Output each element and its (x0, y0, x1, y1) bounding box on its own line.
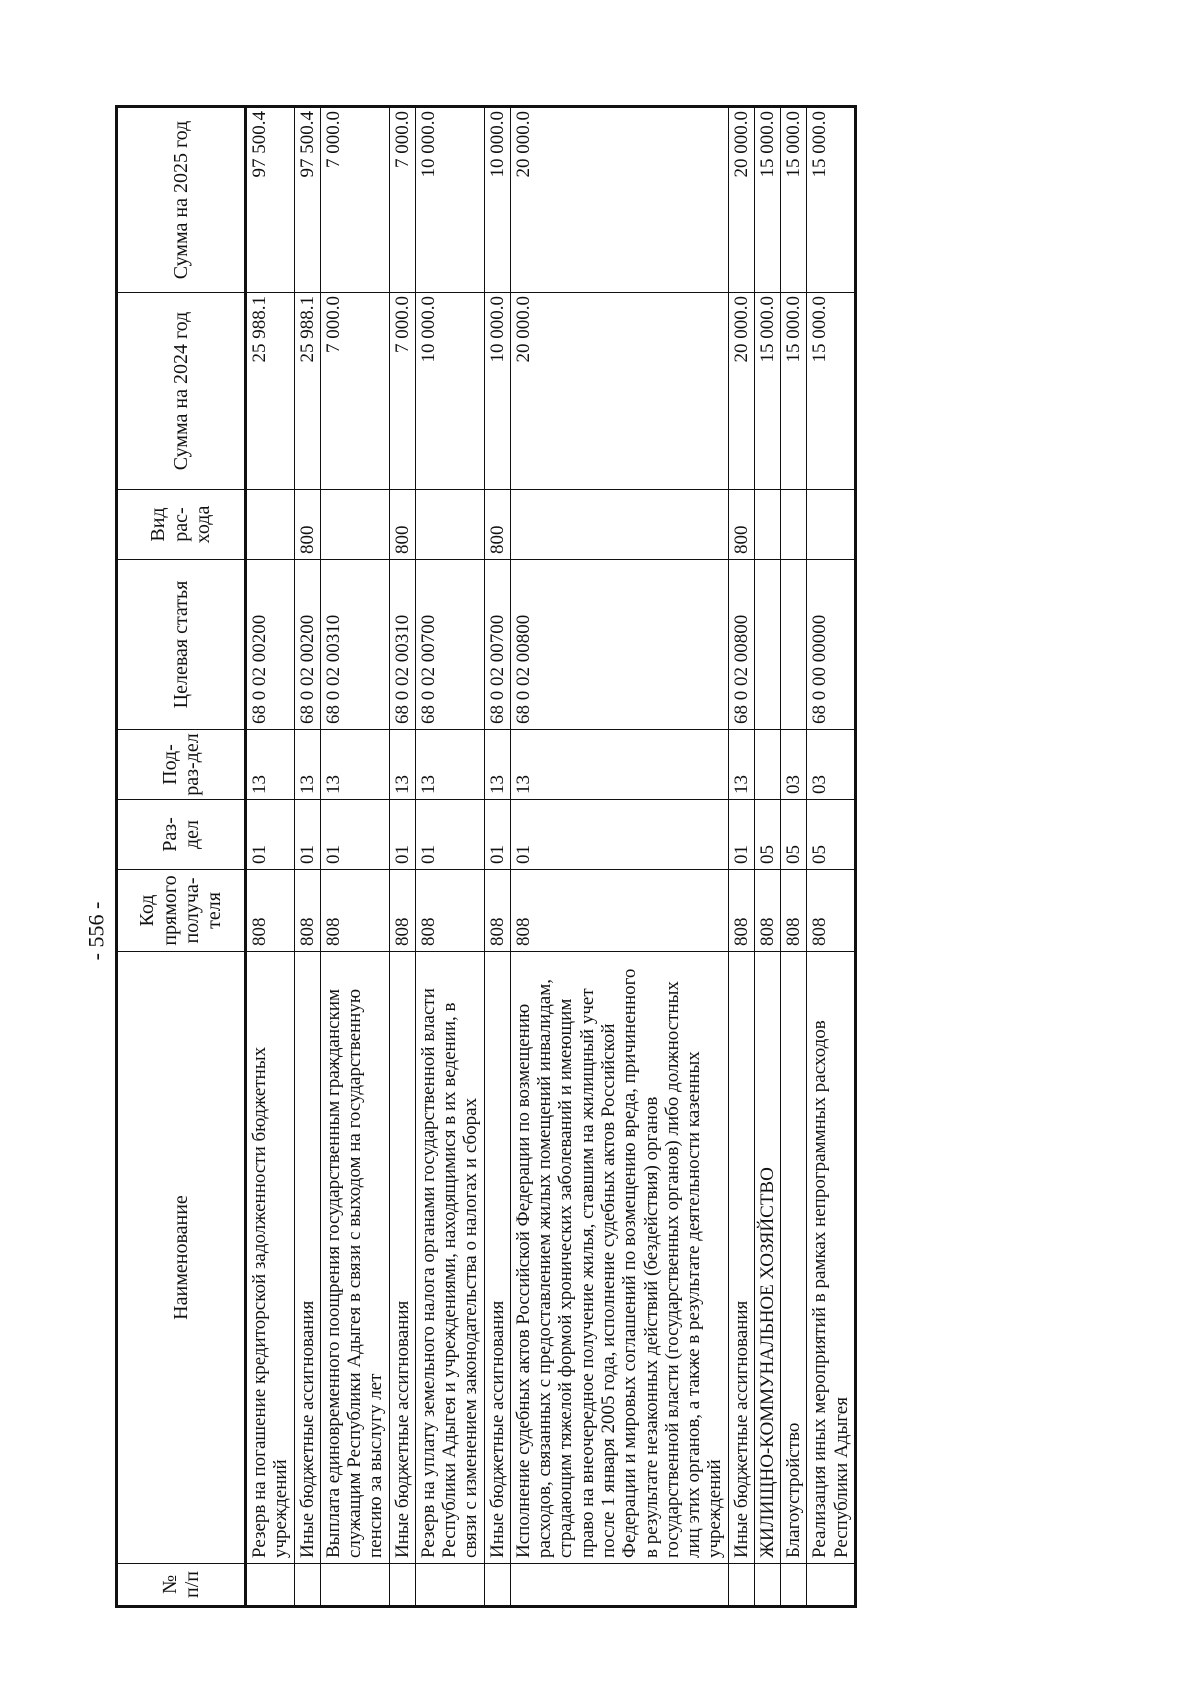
cell-sum2024: 25 988.1 (246, 293, 295, 490)
cell-section: 01 (246, 800, 295, 870)
cell-name: Иные бюджетные ассигнования (728, 952, 754, 1564)
cell-sum2024: 7 000.0 (389, 293, 415, 490)
cell-name: Благоустройство (781, 952, 807, 1564)
cell-subsection: 13 (415, 730, 484, 800)
cell-subsection: 03 (807, 730, 856, 800)
cell-sum2025: 20 000.0 (728, 107, 754, 293)
table-row (807, 107, 856, 1607)
cell-num (754, 1564, 780, 1607)
cell-target: 68 0 02 00200 (246, 560, 295, 730)
cell-name: Иные бюджетные ассигнования (389, 952, 415, 1564)
cell-subsection: 13 (320, 730, 389, 800)
cell-sum2025: 10 000.0 (415, 107, 484, 293)
table-row (294, 107, 320, 1607)
cell-sum2025: 10 000.0 (484, 107, 510, 293)
cell-expense: 800 (484, 490, 510, 560)
cell-sum2025: 7 000.0 (320, 107, 389, 293)
header-section: Раз-дел (117, 800, 246, 870)
cell-expense (415, 490, 484, 560)
header-num: № п/п (117, 1564, 246, 1607)
cell-section: 01 (728, 800, 754, 870)
cell-expense (320, 490, 389, 560)
cell-section: 01 (415, 800, 484, 870)
table-row (510, 107, 728, 1607)
cell-name: Резерв на погашение кредиторской задолженности бюджетных учреждений (246, 952, 295, 1564)
table-row (246, 107, 295, 1607)
header-target: Целевая статья (117, 560, 246, 730)
cell-expense (246, 490, 295, 560)
cell-sum2024: 10 000.0 (415, 293, 484, 490)
cell-subsection: 13 (728, 730, 754, 800)
header-expense: Вид рас-хода (117, 490, 246, 560)
cell-sum2025: 15 000.0 (781, 107, 807, 293)
cell-subsection: 03 (781, 730, 807, 800)
cell-sum2024: 25 988.1 (294, 293, 320, 490)
cell-sum2025: 97 500.4 (294, 107, 320, 293)
cell-target: 68 0 02 00700 (415, 560, 484, 730)
cell-sum2025: 15 000.0 (807, 107, 856, 293)
cell-receiver: 808 (389, 870, 415, 952)
cell-num (389, 1564, 415, 1607)
cell-receiver: 808 (415, 870, 484, 952)
cell-target: 68 0 02 00310 (389, 560, 415, 730)
table-row (754, 107, 780, 1607)
page-number-text: - 556 - (83, 901, 108, 961)
table-body (246, 107, 856, 1607)
cell-section: 01 (510, 800, 728, 870)
cell-section: 05 (781, 800, 807, 870)
cell-section: 05 (754, 800, 780, 870)
cell-subsection: 13 (246, 730, 295, 800)
table-row (389, 107, 415, 1607)
cell-target (781, 560, 807, 730)
table-row (781, 107, 807, 1607)
cell-section: 01 (389, 800, 415, 870)
table-row (484, 107, 510, 1607)
cell-target: 68 0 02 00700 (484, 560, 510, 730)
cell-num (415, 1564, 484, 1607)
cell-section: 05 (807, 800, 856, 870)
cell-num (510, 1564, 728, 1607)
cell-expense: 800 (728, 490, 754, 560)
cell-target (754, 560, 780, 730)
cell-num (246, 1564, 295, 1607)
cell-section: 01 (484, 800, 510, 870)
cell-expense: 800 (389, 490, 415, 560)
cell-num (294, 1564, 320, 1607)
cell-receiver: 808 (728, 870, 754, 952)
cell-target: 68 0 00 00000 (807, 560, 856, 730)
header-sum2024: Сумма на 2024 год (117, 293, 246, 490)
cell-name: Реализация иных мероприятий в рамках непрограммных расходов Республики Адыгея (807, 952, 856, 1564)
header-receiver: Код прямого получа-теля (117, 870, 246, 952)
cell-subsection (754, 730, 780, 800)
cell-expense: 800 (294, 490, 320, 560)
cell-name: Исполнение судебных актов Российской Федерации по возмещению расходов, связанных с предоставлением жилых помещений инвалидам, страдающим тяжелой формой хронических заболеваний и имеющим право на внеочередное получение жилья, ставшим на жилищный учет после 1 января 2005 года, исполнение судебных актов Российской Федерации и мировых соглашений по возмещению вреда, причиненного в результате незаконных действий (бездействия) органов государственной власти (государственных органов) либо должностных лиц этих органов, а также в результате деятельности казенных учреждений (510, 952, 728, 1564)
cell-sum2024: 20 000.0 (510, 293, 728, 490)
cell-sum2024: 15 000.0 (754, 293, 780, 490)
cell-receiver: 808 (754, 870, 780, 952)
cell-expense (510, 490, 728, 560)
cell-subsection: 13 (484, 730, 510, 800)
cell-sum2024: 15 000.0 (807, 293, 856, 490)
cell-num (781, 1564, 807, 1607)
header-name: Наименование (117, 952, 246, 1564)
cell-num (807, 1564, 856, 1607)
page-number (76, 846, 116, 1016)
cell-sum2025: 15 000.0 (754, 107, 780, 293)
cell-name: Иные бюджетные ассигнования (294, 952, 320, 1564)
header-row (117, 107, 246, 1607)
cell-sum2025: 7 000.0 (389, 107, 415, 293)
table-header (117, 107, 246, 1607)
cell-sum2024: 10 000.0 (484, 293, 510, 490)
cell-receiver: 808 (246, 870, 295, 952)
cell-name: Иные бюджетные ассигнования (484, 952, 510, 1564)
table-row (728, 107, 754, 1607)
budget-table (115, 105, 857, 1608)
cell-target: 68 0 02 00800 (728, 560, 754, 730)
cell-receiver: 808 (781, 870, 807, 952)
cell-receiver: 808 (510, 870, 728, 952)
cell-sum2025: 97 500.4 (246, 107, 295, 293)
header-sum2025: Сумма на 2025 год (117, 107, 246, 293)
cell-subsection: 13 (510, 730, 728, 800)
cell-sum2024: 7 000.0 (320, 293, 389, 490)
cell-section: 01 (294, 800, 320, 870)
cell-receiver: 808 (320, 870, 389, 952)
cell-sum2024: 20 000.0 (728, 293, 754, 490)
cell-name: ЖИЛИЩНО-КОММУНАЛЬНОЕ ХОЗЯЙСТВО (754, 952, 780, 1564)
cell-num (728, 1564, 754, 1607)
cell-expense (781, 490, 807, 560)
cell-name: Резерв на уплату земельного налога органами государственной власти Республики Адыгея и учреждениями, находящимися в их ведении, в связи с изменением законодательства о налогах и сборах (415, 952, 484, 1564)
cell-sum2024: 15 000.0 (781, 293, 807, 490)
cell-target: 68 0 02 00200 (294, 560, 320, 730)
cell-subsection: 13 (294, 730, 320, 800)
cell-num (484, 1564, 510, 1607)
rotated-table-wrapper (115, 108, 1080, 1608)
cell-target: 68 0 02 00310 (320, 560, 389, 730)
cell-section: 01 (320, 800, 389, 870)
table-row (320, 107, 389, 1607)
cell-expense (754, 490, 780, 560)
cell-sum2025: 20 000.0 (510, 107, 728, 293)
cell-receiver: 808 (807, 870, 856, 952)
table-row (415, 107, 484, 1607)
cell-name: Выплата единовременного поощрения государственным гражданским служащим Республики Адыгея в связи с выходом на государственную пенсию за выслугу лет (320, 952, 389, 1564)
cell-expense (807, 490, 856, 560)
header-subsection: Под-раз-дел (117, 730, 246, 800)
cell-receiver: 808 (294, 870, 320, 952)
cell-target: 68 0 02 00800 (510, 560, 728, 730)
cell-receiver: 808 (484, 870, 510, 952)
cell-subsection: 13 (389, 730, 415, 800)
cell-num (320, 1564, 389, 1607)
